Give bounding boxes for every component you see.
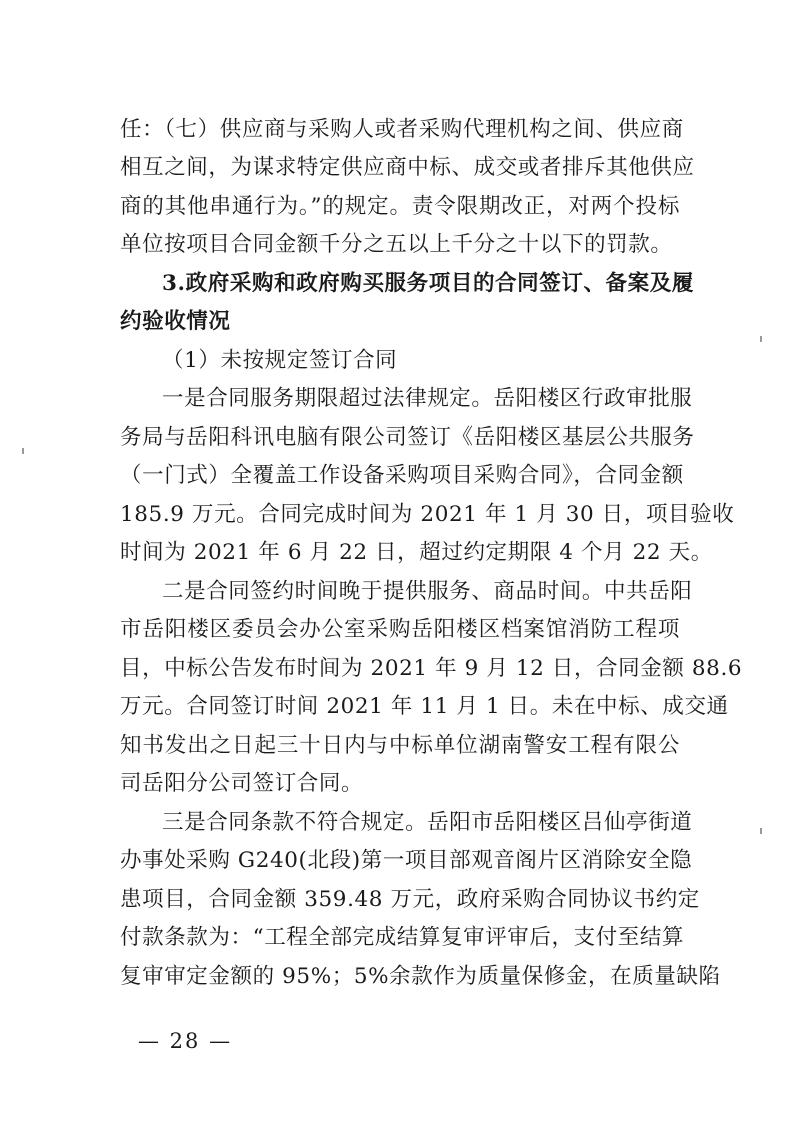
body-line: 务局与岳阳科讯电脑有限公司签订《岳阳楼区基层公共服务 [120,425,695,450]
page-number: — 28 — [138,1029,233,1053]
section-heading-cont: 约验收情况 [120,309,231,334]
body-line: 目，中标公告发布时间为 2021 年 9 月 12 日，合同金额 88.6 [120,656,743,681]
body-line: 单位按项目合同金额千分之五以上千分之十以下的罚款。 [120,232,673,257]
body-line-last: 复审审定金额的 95%；5%余款作为质量保修金，在质量缺陷 [120,964,721,989]
body-line: 司岳阳分公司签订合同。 [120,771,364,796]
body-line: 时间为 2021 年 6 月 22 日，超过约定期限 4 个月 22 天。 [120,540,713,565]
body-line: 付款条款为：“工程全部完成结算复审评审后，支付至结算 [120,925,685,950]
body-line: 患项目，合同金额 359.48 万元，政府采购合同协议书约定 [120,887,700,912]
scan-mark [760,336,762,342]
body-line: 185.9 万元。合同完成时间为 2021 年 1 月 30 日，项目验收 [120,502,735,527]
body-line: 相互之间，为谋求特定供应商中标、成交或者排斥其他供应 [120,155,695,180]
body-line: （一门式）全覆盖工作设备采购项目采购合同》，合同金额 [120,463,684,488]
paragraph-3-start: 三是合同条款不符合规定。岳阳市岳阳楼区吕仙亭街道 [162,810,693,835]
body-line: 知书发出之日起三十日内与中标单位湖南警安工程有限公 [120,733,680,758]
paragraph-2-start: 二是合同签约时间晚于提供服务、商品时间。中共岳阳 [162,579,693,604]
body-line: 万元。合同签订时间 2021 年 11 月 1 日。未在中标、成交通 [120,694,729,719]
paragraph-1-start: 一是合同服务期限超过法律规定。岳阳楼区行政审批服 [162,386,693,411]
scan-mark [22,448,24,454]
body-line: 市岳阳楼区委员会办公室采购岳阳楼区档案馆消防工程项 [120,617,680,642]
body-line: 任：（七）供应商与采购人或者采购代理机构之间、供应商 [120,117,684,142]
section-heading: 3.政府采购和政府购买服务项目的合同签订、备案及履 [162,271,694,296]
scan-mark [760,828,762,834]
body-line: 商的其他串通行为。”的规定。责令限期改正，对两个投标 [120,194,680,219]
body-line: 办事处采购 G240(北段)第一项目部观音阁片区消除安全隐 [120,848,693,873]
subsection-heading: （1）未按规定签订合同 [162,348,398,373]
